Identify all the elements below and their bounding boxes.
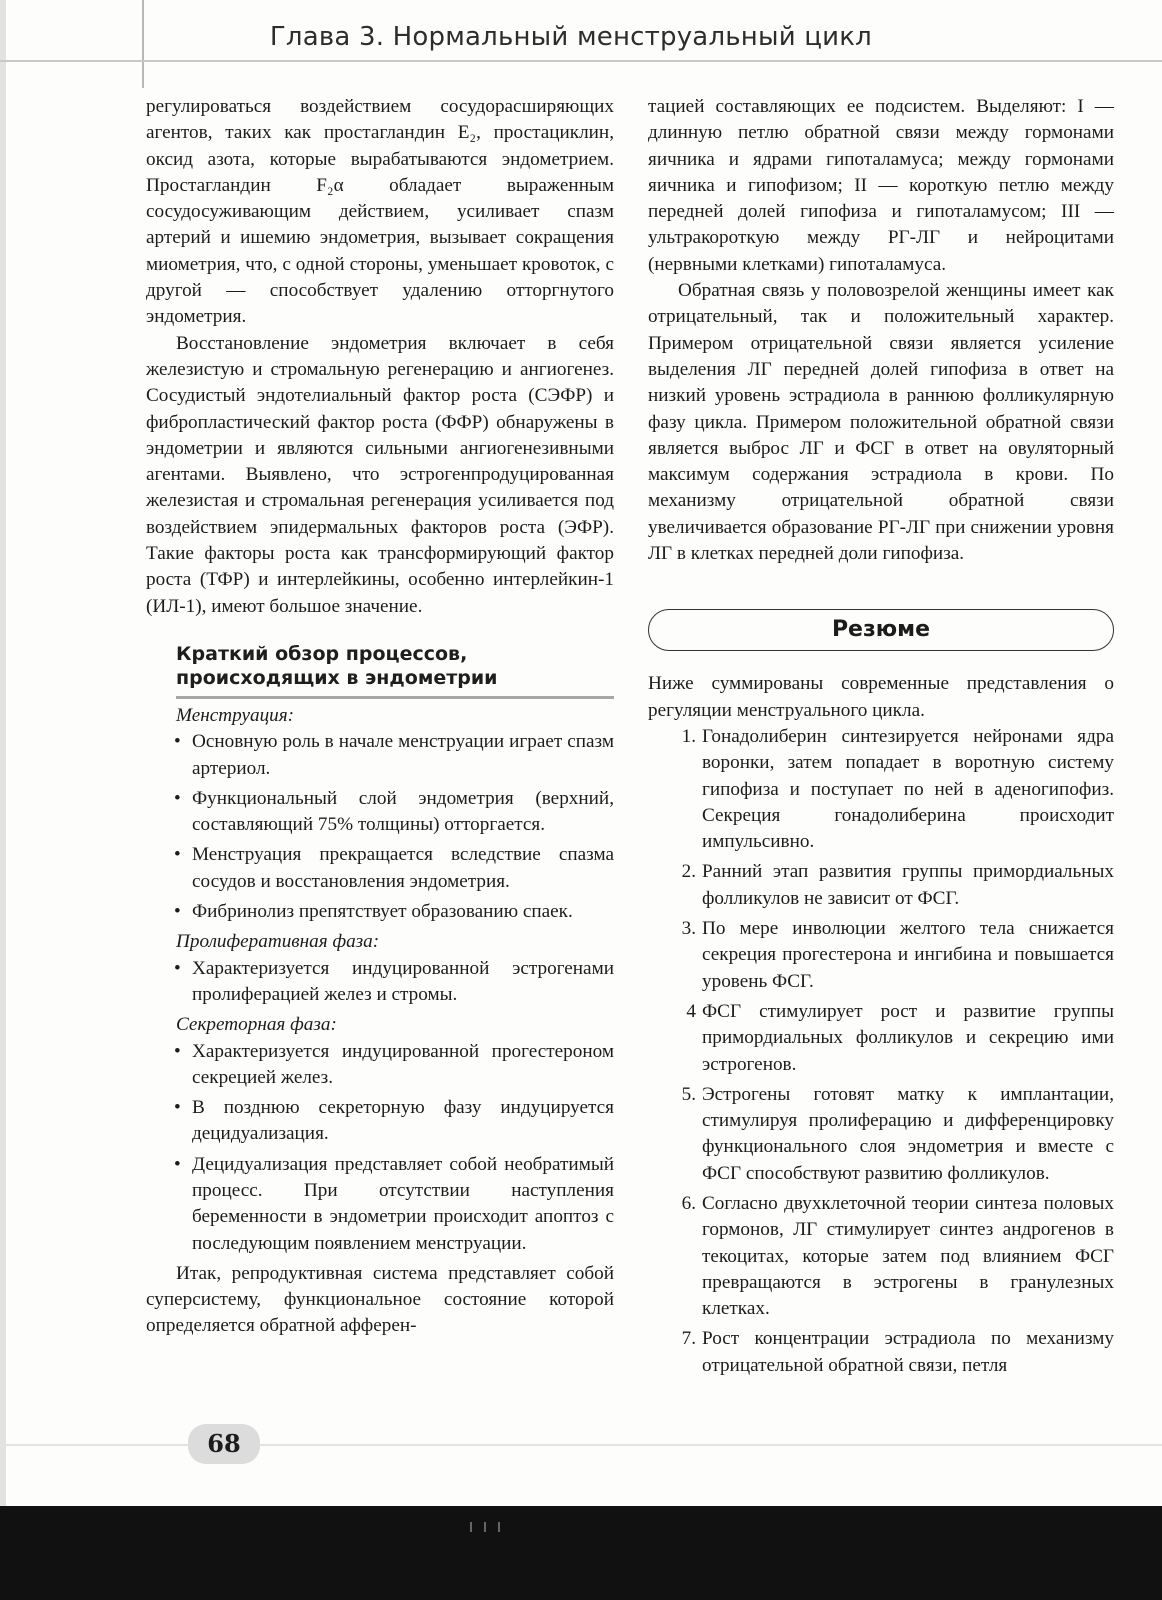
item-number: 7. (681, 1328, 696, 1350)
item-number: 1. (681, 725, 696, 747)
scan-left-edge (0, 0, 6, 1600)
paragraph: Итак, репродуктивная система представляет собой суперсистему, функциональное состояние которой определяется обратной афферен- (146, 1262, 614, 1337)
list-item: • Функциональный слой эндометрия (верхний, составляющий 75% толщины) отторгается. (146, 786, 614, 839)
item-text: Гонадолиберин синтезируется нейронами ядра воронки, затем попадает в воротную систему гипофиза и поступает по ней в аденогипофиз. Секреция гонадолиберина происходит импульсивно. (702, 725, 1114, 853)
list-item (648, 999, 1114, 1078)
paragraph: тацией составляющих ее подсистем. Выделяют: I — длинную петлю обратной связи между гормонами яичника и ядрами гипоталамуса; между гормонами яичника и гипофизом; II — короткую петлю между передней долей гипофиза и гипоталамусом; III — ультракороткую между РГ-ЛГ и нейроцитами (нервными клетками) гипоталамуса. (648, 96, 1114, 275)
subheading-secretory: Секреторная фаза: (176, 1014, 337, 1036)
item-text: Эстрогены готовят матку к имплантации, стимулируя пролиферацию и дифференцировку функционального слоя эндометрия и вместе с ФСГ способствуют развитию фолликулов. (702, 1083, 1114, 1184)
band-tick (470, 1522, 472, 1532)
footer-rule (0, 1444, 1162, 1446)
scan-bottom-band (0, 1506, 1162, 1600)
summary-list (648, 724, 1114, 1379)
item-number: 2. (681, 861, 696, 883)
page-number: 68 (188, 1424, 260, 1464)
list-item (648, 859, 1114, 912)
running-title: Глава 3. Нормальный менструальный цикл (269, 22, 872, 52)
header-vertical-rule (142, 0, 144, 88)
paragraph: Восстановление эндометрия включает в себя железистую и стромальную регенерацию и ангиогенез. Сосудистый эндотелиальный фактор роста (СЭФР) и фибропластический фактор роста (ФФР) обнаружены в эндометрии и являются сильными ангиогенезивными агентами. Выявлено, что эстрогенпродуцированная железистая и стромальная регенерация усиливается под воздействием эпидермальных факторов роста (ЭФР). Такие факторы роста как трансформирующий фактор роста (ТФР) и интерлейкины, особенно интерлейкин-1 (ИЛ-1), имеют большое значение. (146, 332, 614, 617)
list-item: • Основную роль в начале менструации играет спазм артериол. (146, 729, 614, 782)
item-text: Рост концентрации эстрадиола по механизму отрицательной обратной связи, петля (702, 1328, 1114, 1376)
right-column (648, 94, 1114, 1383)
paragraph: регулироваться воздействием сосудорасширяющих агентов, таких как простагландин E₂, простациклин, оксид азота, которые вырабатываются эндометрием. Простагландин F₂α обладает выраженным сосудосуживающим действием, усиливает спазм артерий и ишемию эндометрия, вызывает сокращения миометрия, что, с одной стороны, уменьшает кровоток, с другой — способствует удалению отторгнутого эндометрия. (146, 96, 614, 328)
item-number: 5. (681, 1083, 696, 1105)
band-tick (484, 1522, 486, 1532)
item-number: 3. (681, 918, 696, 940)
list-item (648, 1326, 1114, 1379)
item-number: 6. (681, 1192, 696, 1214)
item-text: По мере инволюции желтого тела снижается секреция прогестерона и ингибина и повышается уровень ФСГ. (702, 918, 1114, 992)
bullet-list-secretory (146, 1039, 614, 1257)
item-text: Ранний этап развития группы примордиальных фолликулов не зависит от ФСГ. (702, 861, 1114, 909)
list-item (648, 1082, 1114, 1187)
paragraph: Обратная связь у половозрелой женщины имеет как отрицательный, так и положительный характер. Примером отрицательной связи является усиление выделения ЛГ передней долей гипофиза в ответ на низкий уровень эстрадиола в раннюю фолликулярную фазу цикла. Примером положительной обратной связи является выброс ЛГ и ФСГ в ответ на овуляторный максимум содержания эстрадиола в крови. По механизму отрицательной обратной связи увеличивается образование РГ-ЛГ при снижении уровня ЛГ в клетках передней доли гипофиза. (648, 280, 1114, 565)
list-item: • Характеризуется индуцированной прогестероном секрецией желез. (146, 1039, 614, 1092)
list-item: • Характеризуется индуцированной эстрогенами пролиферацией желез и стромы. (146, 956, 614, 1009)
list-item: • В позднюю секреторную фазу индуцируется децидуализация. (146, 1095, 614, 1148)
list-item (648, 1191, 1114, 1322)
summary-intro: Ниже суммированы современные представления о регуляции менструального цикла. (648, 673, 1114, 721)
list-item (648, 724, 1114, 855)
bullet-list-proliferative (146, 956, 614, 1009)
section-heading: Краткий обзор процессов, происходящих в эндометрии (176, 642, 614, 699)
list-item (648, 916, 1114, 995)
list-item: • Фибринолиз препятствует образованию спаек. (146, 899, 614, 925)
subheading-menstruation: Менструация: (176, 704, 295, 726)
list-item: • Децидуализация представляет собой необратимый процесс. При отсутствии наступления беременности в эндометрии происходит апоптоз с последующим появлением менструации. (146, 1152, 614, 1257)
bullet-list-menstruation (146, 729, 614, 925)
item-number: 4 (686, 1000, 696, 1022)
header-horizontal-rule (0, 60, 1162, 62)
left-column (146, 94, 614, 1340)
item-text: Согласно двухклеточной теории синтеза половых гормонов, ЛГ стимулирует синтез андрогенов в текоцитах, которые затем под влиянием ФСГ превращаются в эстрогены в гранулезных клетках. (702, 1192, 1114, 1320)
item-text: ФСГ стимулирует рост и развитие группы примордиальных фолликулов и секрецию ими эстрогенов. (702, 1000, 1114, 1075)
summary-title-box: Резюме (648, 609, 1114, 651)
band-tick (498, 1522, 500, 1532)
subheading-proliferative: Пролиферативная фаза: (176, 931, 380, 953)
list-item: • Менструация прекращается вследствие спазма сосудов и восстановления эндометрия. (146, 842, 614, 895)
